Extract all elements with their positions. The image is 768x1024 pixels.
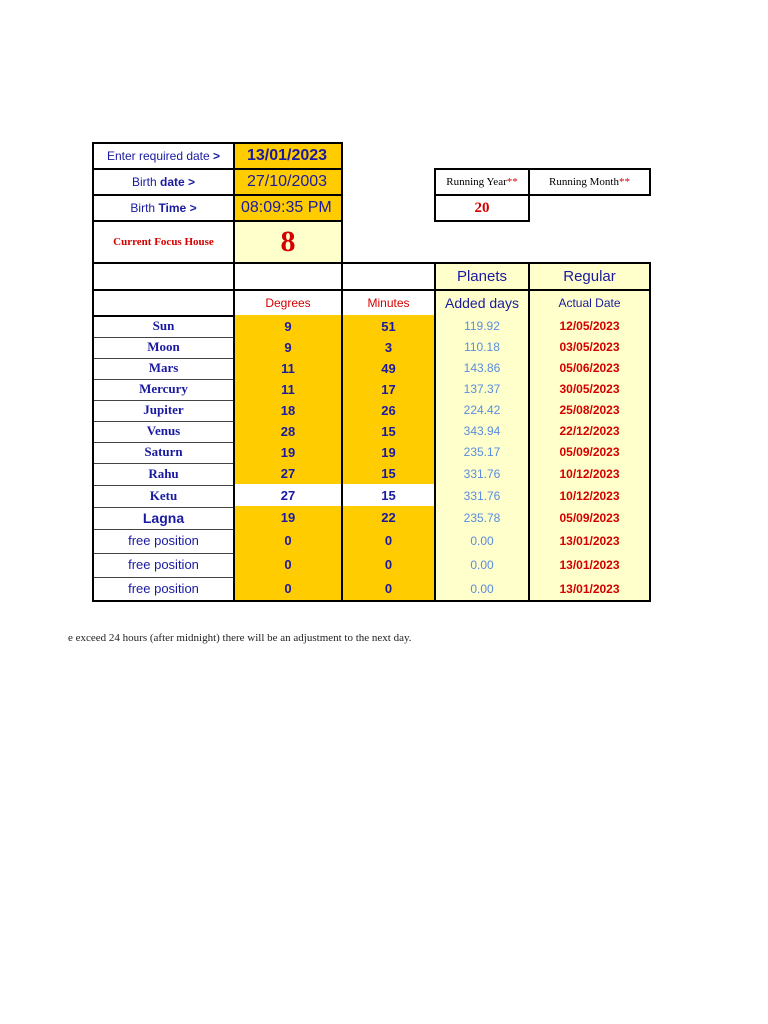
minutes-input-text: 15 xyxy=(381,423,396,439)
birth-time-label-b: Time > xyxy=(158,201,197,215)
actual-date-cell-text: 25/08/2023 xyxy=(559,403,620,417)
header-empty-degrees xyxy=(233,262,343,291)
actual-date-cell-text: 30/05/2023 xyxy=(559,382,620,396)
table-bottom-border xyxy=(92,600,651,602)
actual-date-cell-text: 05/06/2023 xyxy=(559,361,620,375)
birth-date-label xyxy=(92,168,235,196)
degrees-input-text: 0 xyxy=(284,533,292,548)
added-days-cell-text: 0.00 xyxy=(470,581,494,596)
actual-date-cell xyxy=(528,336,651,359)
degrees-input[interactable] xyxy=(233,336,343,359)
required-date-value: 13/01/2023 xyxy=(247,147,328,164)
planet-name-cell-text: Mercury xyxy=(139,381,188,396)
minutes-input[interactable] xyxy=(341,576,436,602)
degrees-input-text: 9 xyxy=(284,318,292,334)
planet-name-cell-text: Jupiter xyxy=(143,402,184,417)
birth-date-label-a: Birth xyxy=(131,175,157,189)
running-year-value-text: 20 xyxy=(474,199,490,216)
added-days-cell xyxy=(434,420,530,443)
header-degrees xyxy=(233,289,343,317)
degrees-input-text: 19 xyxy=(280,444,296,460)
minutes-input-text: 17 xyxy=(381,381,396,397)
header-actual-date-text: Actual Date xyxy=(558,296,621,310)
required-date-arrow: > xyxy=(213,149,221,163)
header-added-days xyxy=(434,289,530,317)
degrees-input-text: 0 xyxy=(284,581,292,596)
degrees-input-text: 19 xyxy=(280,510,296,525)
focus-house-label-text: Current Focus House xyxy=(113,236,214,248)
planet-name-cell xyxy=(92,484,235,508)
running-month-label xyxy=(528,168,651,196)
planet-name-cell xyxy=(92,462,235,486)
degrees-input-text: 11 xyxy=(281,381,295,397)
birth-date-input[interactable] xyxy=(233,168,343,196)
actual-date-cell-text: 05/09/2023 xyxy=(559,445,620,459)
actual-date-cell xyxy=(528,357,651,380)
actual-date-cell xyxy=(528,484,651,508)
added-days-cell xyxy=(434,528,530,554)
minutes-input-text: 22 xyxy=(381,510,396,525)
actual-date-cell-text: 10/12/2023 xyxy=(559,466,620,481)
added-days-cell-text: 137.37 xyxy=(463,382,501,396)
actual-date-cell-text: 10/12/2023 xyxy=(559,488,620,503)
degrees-input[interactable] xyxy=(233,506,343,530)
planet-name-cell xyxy=(92,357,235,380)
planet-name-cell xyxy=(92,399,235,422)
added-days-cell-text: 0.00 xyxy=(470,557,494,572)
required-date-label xyxy=(92,142,235,170)
added-days-cell xyxy=(434,336,530,359)
added-days-cell xyxy=(434,462,530,486)
added-days-cell-text: 143.86 xyxy=(463,361,501,375)
minutes-input[interactable] xyxy=(341,462,436,486)
added-days-cell xyxy=(434,576,530,602)
required-date-label-text: Enter required date xyxy=(106,149,210,163)
running-month-marks: ** xyxy=(618,176,630,188)
header-empty-name-2 xyxy=(92,289,235,317)
added-days-cell xyxy=(434,552,530,578)
minutes-input-text: 0 xyxy=(384,533,393,548)
actual-date-cell xyxy=(528,528,651,554)
actual-date-cell xyxy=(528,378,651,401)
header-added-days-text: Added days xyxy=(445,295,519,311)
footnote xyxy=(68,632,758,648)
header-empty-minutes xyxy=(341,262,436,291)
header-actual-date xyxy=(528,289,651,317)
minutes-input[interactable] xyxy=(341,357,436,380)
added-days-cell xyxy=(434,506,530,530)
header-regular xyxy=(528,262,651,291)
running-year-label-text: Running Year xyxy=(446,176,507,188)
actual-date-cell-text: 13/01/2023 xyxy=(559,533,620,548)
running-year-marks: ** xyxy=(506,176,518,188)
planet-name-cell xyxy=(92,506,235,530)
actual-date-cell xyxy=(528,506,651,530)
minutes-input-text: 26 xyxy=(381,402,396,418)
planet-name-cell xyxy=(92,528,235,554)
actual-date-cell xyxy=(528,462,651,486)
actual-date-cell-text: 13/01/2023 xyxy=(559,581,620,596)
added-days-cell xyxy=(434,484,530,508)
planet-name-cell xyxy=(92,420,235,443)
actual-date-cell-text: 05/09/2023 xyxy=(559,510,620,525)
degrees-input[interactable] xyxy=(233,420,343,443)
degrees-input-text: 27 xyxy=(280,466,296,481)
planet-name-cell-text: free position xyxy=(128,557,199,572)
planet-name-cell xyxy=(92,576,235,602)
footnote-text: e exceed 24 hours (after midnight) there will be an adjustment to the next day. xyxy=(68,632,412,644)
minutes-input[interactable] xyxy=(341,378,436,401)
added-days-cell-text: 331.76 xyxy=(463,488,501,503)
added-days-cell xyxy=(434,399,530,422)
degrees-input[interactable] xyxy=(233,357,343,380)
minutes-input-text: 0 xyxy=(384,557,393,572)
added-days-cell-text: 224.42 xyxy=(463,403,501,417)
minutes-input-text: 15 xyxy=(381,466,396,481)
minutes-input[interactable] xyxy=(341,420,436,443)
planet-name-cell-text: free position xyxy=(128,581,199,596)
focus-house-label xyxy=(92,220,235,264)
minutes-input[interactable] xyxy=(341,506,436,530)
planet-name-cell-text: Rahu xyxy=(148,465,179,481)
planet-name-cell-text: Venus xyxy=(146,423,181,438)
degrees-input[interactable] xyxy=(233,484,343,508)
birth-time-value: 08:09:35 PM xyxy=(241,199,332,216)
birth-time-input[interactable] xyxy=(233,194,343,222)
planet-name-cell-text: Lagna xyxy=(142,509,185,526)
planet-name-cell-text: Saturn xyxy=(144,444,183,459)
birth-time-label-a: Birth xyxy=(130,201,156,215)
degrees-input[interactable] xyxy=(233,441,343,464)
planet-name-cell xyxy=(92,378,235,401)
actual-date-cell xyxy=(528,399,651,422)
header-regular-text: Regular xyxy=(563,268,616,285)
minutes-input[interactable] xyxy=(341,399,436,422)
minutes-input-text: 51 xyxy=(381,318,396,334)
actual-date-cell-text: 12/05/2023 xyxy=(559,319,620,333)
degrees-input[interactable] xyxy=(233,399,343,422)
degrees-input-text: 18 xyxy=(280,402,296,418)
header-empty-name xyxy=(92,262,235,291)
actual-date-cell-text: 03/05/2023 xyxy=(559,340,620,354)
actual-date-cell xyxy=(528,315,651,338)
birth-date-label-b: date > xyxy=(160,175,196,189)
degrees-input[interactable] xyxy=(233,378,343,401)
header-minutes xyxy=(341,289,436,317)
header-degrees-text: Degrees xyxy=(265,296,311,310)
added-days-cell-text: 331.76 xyxy=(463,466,501,481)
degrees-input[interactable] xyxy=(233,315,343,338)
degrees-input-text: 28 xyxy=(280,423,296,439)
planet-name-cell xyxy=(92,441,235,464)
planet-name-cell-text: Ketu xyxy=(149,487,178,503)
actual-date-cell xyxy=(528,576,651,602)
planet-name-cell-text: Sun xyxy=(152,318,175,333)
minutes-input[interactable] xyxy=(341,336,436,359)
focus-house-input[interactable] xyxy=(233,220,343,264)
focus-house-value: 8 xyxy=(280,225,296,258)
minutes-input-text: 19 xyxy=(381,444,396,460)
planet-name-cell-text: Moon xyxy=(147,339,180,354)
running-month-label-text: Running Month xyxy=(549,176,619,188)
header-planets-text: Planets xyxy=(456,268,508,285)
minutes-input-text: 15 xyxy=(381,488,396,503)
degrees-input[interactable] xyxy=(233,462,343,486)
minutes-input[interactable] xyxy=(341,552,436,578)
actual-date-cell xyxy=(528,552,651,578)
added-days-cell-text: 343.94 xyxy=(463,424,501,438)
added-days-cell-text: 235.17 xyxy=(463,445,501,459)
actual-date-cell xyxy=(528,441,651,464)
added-days-cell xyxy=(434,357,530,380)
running-year-value[interactable] xyxy=(434,194,530,222)
planet-name-cell-text: free position xyxy=(128,533,199,548)
degrees-input-text: 9 xyxy=(284,339,292,355)
minutes-input-text: 49 xyxy=(381,360,396,376)
added-days-cell-text: 119.92 xyxy=(464,319,500,333)
running-year-label xyxy=(434,168,530,196)
added-days-cell-text: 110.18 xyxy=(464,340,500,354)
actual-date-cell-text: 13/01/2023 xyxy=(559,557,620,572)
planet-name-cell-text: Mars xyxy=(148,360,179,375)
degrees-input-text: 0 xyxy=(284,557,292,572)
minutes-input[interactable] xyxy=(341,441,436,464)
header-planets xyxy=(434,262,530,291)
degrees-input-text: 11 xyxy=(281,360,295,376)
added-days-cell-text: 235.78 xyxy=(463,510,501,525)
actual-date-cell-text: 22/12/2023 xyxy=(559,424,620,438)
degrees-input[interactable] xyxy=(233,576,343,602)
minutes-input[interactable] xyxy=(341,484,436,508)
added-days-cell xyxy=(434,315,530,338)
planet-name-cell xyxy=(92,552,235,578)
degrees-input[interactable] xyxy=(233,528,343,554)
planet-name-cell xyxy=(92,336,235,359)
added-days-cell xyxy=(434,378,530,401)
minutes-input-text: 0 xyxy=(384,581,393,596)
header-minutes-text: Minutes xyxy=(367,296,410,310)
degrees-input-text: 27 xyxy=(280,488,296,503)
birth-date-value: 27/10/2003 xyxy=(247,173,328,190)
minutes-input[interactable] xyxy=(341,528,436,554)
birth-time-label xyxy=(92,194,235,222)
actual-date-cell xyxy=(528,420,651,443)
required-date-input[interactable] xyxy=(233,142,343,170)
degrees-input[interactable] xyxy=(233,552,343,578)
added-days-cell-text: 0.00 xyxy=(470,533,494,548)
added-days-cell xyxy=(434,441,530,464)
minutes-input-text: 3 xyxy=(384,339,393,355)
minutes-input[interactable] xyxy=(341,315,436,338)
planet-name-cell xyxy=(92,315,235,338)
